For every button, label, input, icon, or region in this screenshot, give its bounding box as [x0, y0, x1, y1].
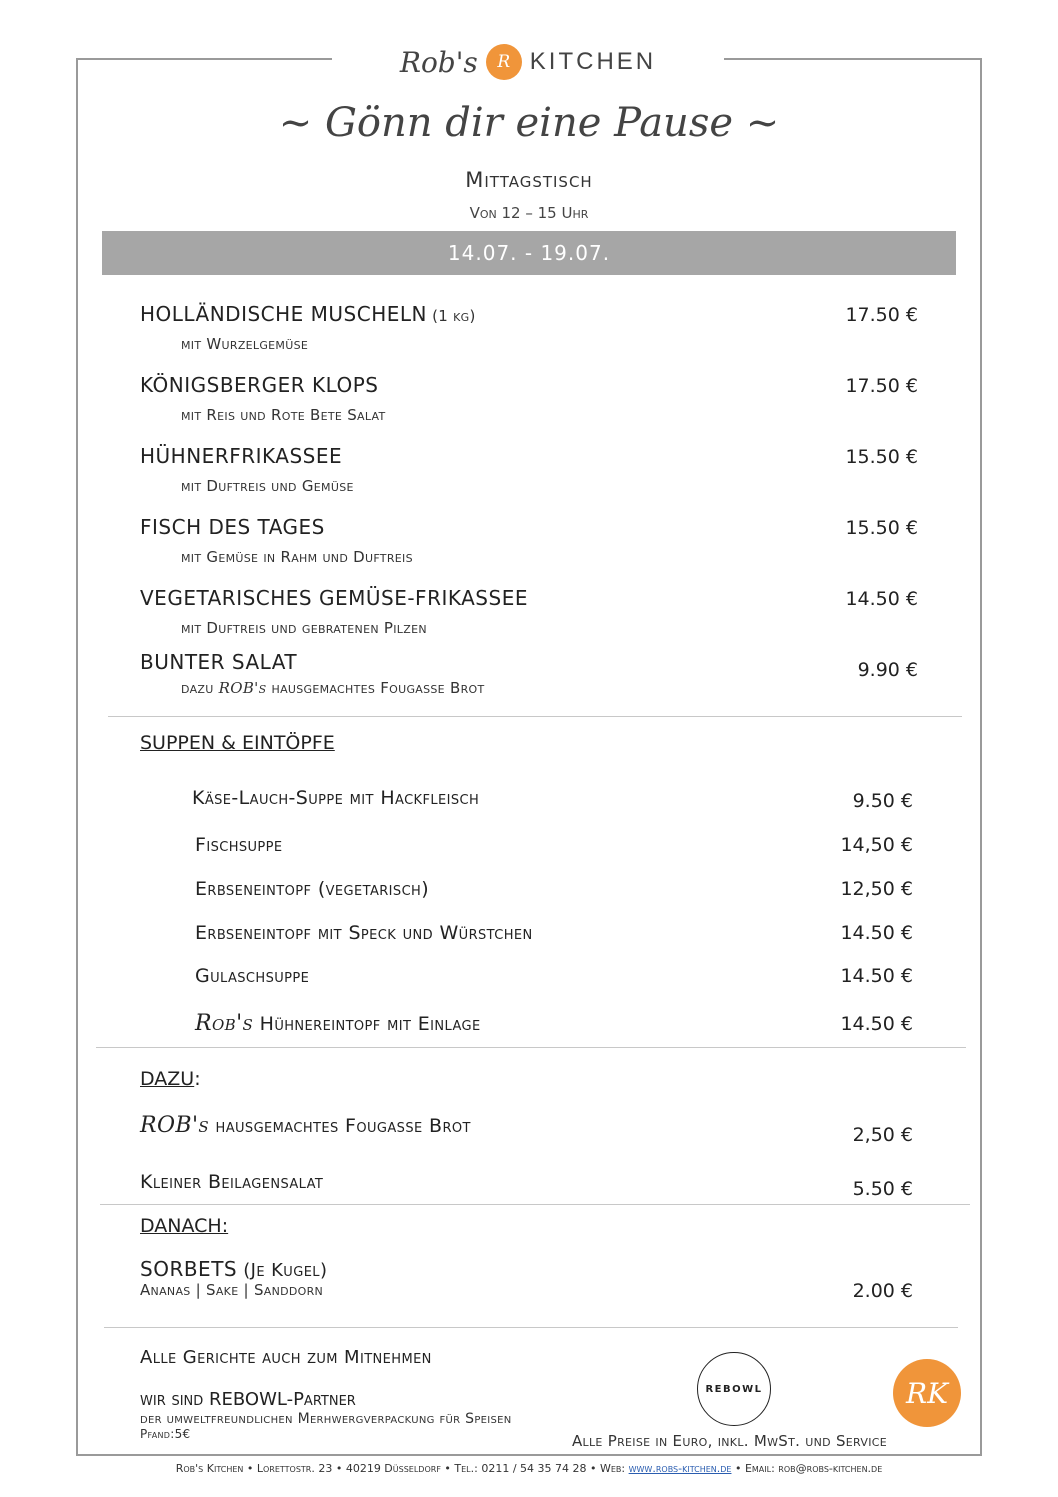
dessert-price: 2.00 €	[852, 1280, 913, 1302]
main-dish-name: VEGETARISCHES GEMÜSE-FRIKASSEE	[140, 586, 528, 610]
main-dish-desc: mit Gemüse in Rahm und Duftreis	[181, 548, 413, 566]
soup-price: 14.50 €	[840, 922, 913, 944]
soup-name: Käse-Lauch-Suppe mit Hackfleisch	[192, 787, 480, 809]
soup-price: 14,50 €	[840, 834, 913, 856]
side-name: Kleiner Beilagensalat	[140, 1171, 324, 1193]
main-dish-desc: mit Duftreis und Gemüse	[181, 477, 354, 495]
divider	[96, 1047, 966, 1048]
deposit-note: Pfand:5€	[140, 1427, 191, 1441]
logo	[332, 36, 724, 88]
dessert-desc: Ananas | Sake | Sanddorn	[140, 1281, 324, 1299]
main-dish-price: 17.50 €	[845, 304, 918, 326]
divider	[100, 1204, 970, 1205]
main-dish-price: 15.50 €	[845, 517, 918, 539]
side-name: ROB's hausgemachtes Fougasse Brot	[140, 1113, 471, 1138]
soup-name: Erbseneintopf (vegetarisch)	[195, 878, 430, 900]
soup-price: 12,50 €	[840, 878, 913, 900]
soup-name: Rob's Hühnereintopf mit Einlage	[195, 1011, 481, 1036]
main-dish-price: 15.50 €	[845, 446, 918, 468]
soup-name: Fischsuppe	[195, 834, 283, 856]
menu-subtitle: Mittagstisch	[465, 168, 593, 192]
main-dish-price: 9.90 €	[857, 659, 918, 681]
robs-kitchen-badge: RK	[893, 1359, 961, 1427]
main-dish-desc: mit Reis und Rote Bete Salat	[181, 406, 386, 424]
main-dish-desc: mit Duftreis und gebratenen Pilzen	[181, 619, 427, 637]
side-price: 2,50 €	[852, 1124, 913, 1146]
main-dish-name: HOLLÄNDISCHE MUSCHELN (1 kg)	[140, 302, 476, 326]
website-link[interactable]: www.robs-kitchen.de	[628, 1462, 732, 1475]
soup-price: 14.50 €	[840, 965, 913, 987]
main-dish-desc: dazu ROB's hausgemachtes Fougasse Brot	[181, 679, 485, 697]
footer: Rob's Kitchen • Lorettostr. 23 • 40219 Düsseldorf • Tel.: 0211 / 54 35 74 28 • Web: www.robs-kitchen.de • Email: rob@robs-kitchen.de	[175, 1462, 883, 1475]
tagline: ~ Gönn dir eine Pause ~	[278, 100, 780, 146]
main-dish-name: KÖNIGSBERGER KLOPS	[140, 373, 379, 397]
takeaway-note: Alle Gerichte auch zum Mitnehmen	[140, 1347, 432, 1368]
main-dish-price: 17.50 €	[845, 375, 918, 397]
divider	[108, 716, 962, 717]
sides-heading: DAZU:	[140, 1068, 201, 1090]
main-dish-name: BUNTER SALAT	[140, 650, 298, 674]
dessert-name: SORBETS (Je Kugel)	[140, 1257, 328, 1281]
side-price: 5.50 €	[852, 1178, 913, 1200]
main-dish-name: HÜHNERFRIKASSEE	[140, 444, 343, 468]
opening-hours: Von 12 – 15 Uhr	[469, 204, 589, 222]
soups-heading: SUPPEN & EINTÖPFE	[140, 732, 335, 754]
soup-name: Erbseneintopf mit Speck und Würstchen	[195, 922, 533, 944]
dessert-heading: DANACH:	[140, 1215, 229, 1237]
main-dish-price: 14.50 €	[845, 588, 918, 610]
rebowl-partner-note: wir sind REBOWL-Partner	[140, 1389, 356, 1410]
rebowl-logo: REBOWL	[697, 1352, 771, 1426]
date-range-bar: 14.07. - 19.07.	[102, 231, 956, 275]
main-dish-desc: mit Wurzelgemüse	[181, 335, 309, 353]
soup-name: Gulaschsuppe	[195, 965, 310, 987]
packaging-note: der umweltfreundlichen Merhwergverpackung für Speisen	[140, 1411, 512, 1427]
logo-word: KITCHEN	[529, 48, 657, 75]
divider	[104, 1327, 958, 1328]
logo-script: Rob's	[399, 45, 478, 79]
prices-note: Alle Preise in Euro, inkl. MwSt. und Service	[572, 1432, 888, 1450]
soup-price: 9.50 €	[852, 790, 913, 812]
soup-price: 14.50 €	[840, 1013, 913, 1035]
logo-badge: R	[486, 44, 522, 80]
main-dish-name: FISCH DES TAGES	[140, 515, 325, 539]
